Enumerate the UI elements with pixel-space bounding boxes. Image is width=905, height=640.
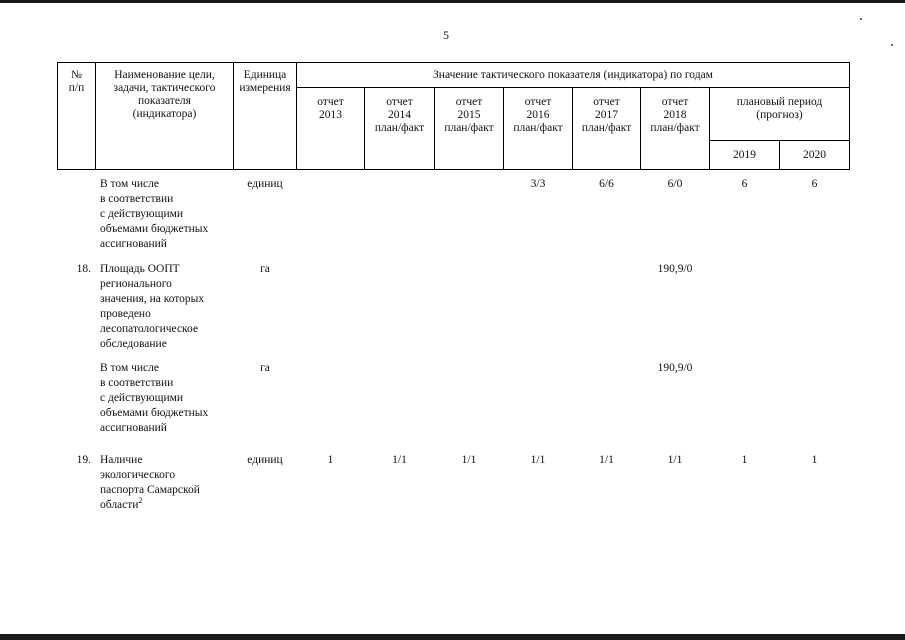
scan-speck	[860, 18, 862, 20]
header-unit: Единица измерения	[239, 69, 291, 94]
header-planned-year-2020: 2020	[803, 148, 826, 161]
header-name: Наименование цели, задачи, тактического показателя (индикатора)	[113, 69, 216, 120]
row-value-2019: 1	[741, 454, 748, 466]
row-unit: га	[260, 362, 270, 374]
row-value-2018: 190,9/0	[657, 263, 693, 275]
scan-speck	[891, 44, 893, 46]
scan-bottom-edge	[0, 634, 905, 640]
header-year-2017: отчет 2017 план/факт	[581, 96, 632, 134]
header-values-title: Значение тактического показателя (индикатора) по годам	[433, 68, 713, 81]
header-year-2018: отчет 2018 план/факт	[650, 96, 700, 134]
row-value-2016: 1/1	[530, 454, 546, 466]
row-value-2016: 3/3	[530, 178, 546, 190]
header-planned-year-2019: 2019	[733, 148, 756, 161]
row-value-2015: 1/1	[461, 454, 477, 466]
row-value-2019: 6	[741, 178, 748, 190]
table-header-bottom	[57, 169, 850, 170]
header-num: № п/п	[68, 69, 85, 94]
scan-top-edge	[0, 0, 905, 3]
row-name-text: Наличие экологического паспорта Самарской области	[100, 454, 200, 511]
header-year-2016: отчет 2016 план/факт	[513, 96, 563, 134]
row-value-2014: 1/1	[392, 454, 407, 466]
row-value-2017: 6/6	[599, 178, 614, 190]
row-name: Площадь ООПТ регионального значения, на которых проведено лесопатологическое обследование	[100, 263, 205, 350]
row-name	[100, 453, 232, 513]
row-unit: единиц	[247, 454, 283, 466]
row-num: 19.	[76, 454, 91, 466]
row-unit: единиц	[247, 178, 283, 190]
header-year-2014: отчет 2014 план/факт	[374, 96, 425, 134]
row-value-2013: 1	[327, 454, 334, 466]
row-value-2018: 190,9/0	[657, 362, 693, 374]
row-value-2017: 1/1	[599, 454, 614, 466]
header-year-2015: отчет 2015 план/факт	[444, 96, 494, 134]
row-value-2018: 1/1	[667, 454, 683, 466]
table-header-divider	[296, 87, 850, 88]
table-border-right	[849, 62, 850, 170]
header-planned-period: плановый период (прогноз)	[736, 96, 823, 121]
row-num: 18.	[76, 263, 91, 275]
row-value-2020: 6	[811, 178, 818, 190]
page-number: 5	[443, 28, 449, 42]
row-name: В том числе в соответствии с действующими объемами бюджетных ассигнований	[100, 178, 209, 250]
row-value-2018: 6/0	[667, 178, 683, 190]
row-value-2020: 1	[811, 454, 818, 466]
row-name: В том числе в соответствии с действующими объемами бюджетных ассигнований	[100, 362, 209, 434]
footnote-marker: 2	[138, 496, 143, 506]
row-unit: га	[260, 263, 270, 275]
header-year-2013: отчет 2013	[317, 96, 344, 121]
